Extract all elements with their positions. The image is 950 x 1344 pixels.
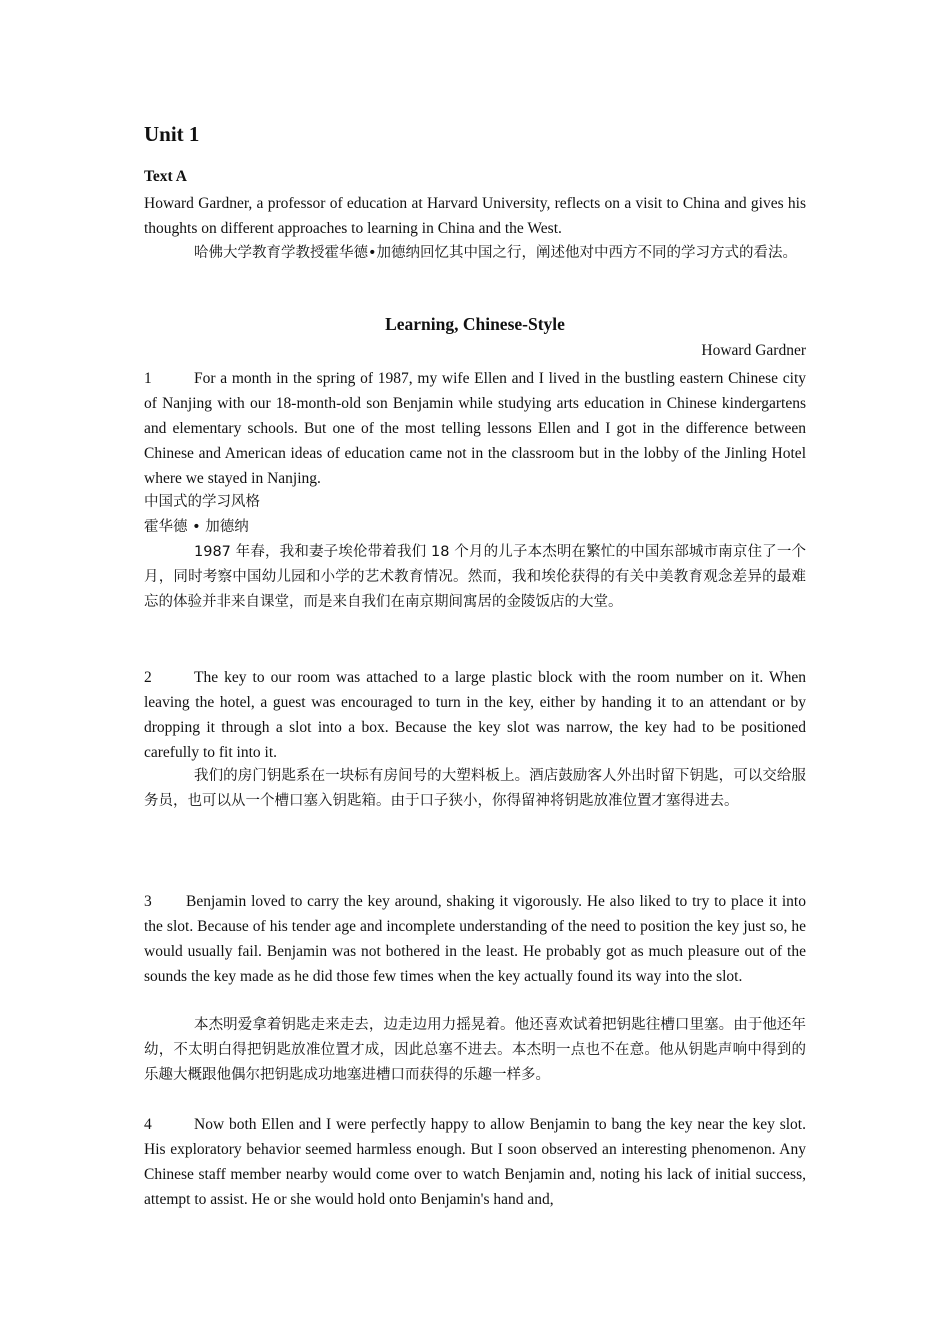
intro-chinese: 哈佛大学教育学教授霍华德•加德纳回忆其中国之行，阐述他对中西方不同的学习方式的看法。 [194,245,798,261]
paragraph-number: 3 [144,893,152,910]
article-author: Howard Gardner [701,342,806,359]
paragraph-text: The key to our room was attached to a large plastic block with the room number on it. When leaving the hotel, a guest was encouraged to turn in the key, either by handing it to an attendant or by dropping it through a slot into a box. Because the key slot was narrow, the key had to be positioned carefully to fit into it. [144,669,806,761]
paragraph-2-chinese: 我们的房门钥匙系在一块标有房间号的大塑料板上。酒店鼓励客人外出时留下钥匙，可以交给服务员，也可以从一个槽口塞入钥匙箱。由于口子狭小，你得留神将钥匙放准位置才塞得进去。 [144,768,806,809]
paragraph-text: Now both Ellen and I were perfectly happy to allow Benjamin to bang the key near the key slot. His exploratory behavior seemed harmless enough. But I soon observed an interesting phenomenon. Any Chinese staff member nearby would come over to watch Benjamin and, noting his lack of initial success, attempt to assist. He or she would hold onto Benjamin's hand and, [144,1116,806,1208]
paragraph-number: 4 [144,1116,152,1133]
paragraph-3-english [144,889,806,989]
paragraph-2-english [144,665,806,765]
paragraph-text: For a month in the spring of 1987, my wife Ellen and I lived in the bustling eastern Chinese city of Nanjing with our 18-month-old son Benjamin while studying arts education in Chinese kindergartens and elementary schools. But one of the most telling lessons Ellen and I got in the difference between Chinese and American ideas of education came not in the classroom but in the lobby of the Jinling Hotel where we stayed in Nanjing. [144,370,806,487]
text-label: Text A [144,168,187,185]
chinese-title: 中国式的学习风格 [144,494,260,510]
paragraph-4-english [144,1112,806,1212]
paragraph-3-chinese: 本杰明爱拿着钥匙走来走去，边走边用力摇晃着。他还喜欢试着把钥匙往槽口里塞。由于他还年幼，不太明白得把钥匙放准位置才成，因此总塞不进去。本杰明一点也不在意。他从钥匙声响中得到的乐趣大概跟他偶尔把钥匙成功地塞进槽口而获得的乐趣一样多。 [144,1017,806,1083]
unit-title: Unit 1 [144,122,200,146]
paragraph-1-chinese: 1987 年春，我和妻子埃伦带着我们 18 个月的儿子本杰明在繁忙的中国东部城市南京住了一个月，同时考察中国幼儿园和小学的艺术教育情况。然而，我和埃伦获得的有关中美教育观念差异的最难忘的体验并非来自课堂，而是来自我们在南京期间寓居的金陵饭店的大堂。 [144,544,806,610]
paragraph-1-english [144,366,806,491]
article-title: Learning, Chinese-Style [385,314,565,334]
paragraph-number: 1 [144,370,152,387]
paragraph-text: Benjamin loved to carry the key around, shaking it vigorously. He also liked to try to place it into the slot. Because of his tender age and incomplete understanding of the need to position the key just so, he would usually fail. Benjamin was not bothered in the least. He probably got as much pleasure out of the sounds the key made as he did those few times when the key actually found its way into the slot. [144,893,806,985]
intro-english: Howard Gardner, a professor of education at Harvard University, reflects on a visit to China and gives his thoughts on different approaches to learning in China and the West. [144,195,806,237]
paragraph-number: 2 [144,669,152,686]
chinese-author: 霍华德 • 加德纳 [144,519,249,535]
